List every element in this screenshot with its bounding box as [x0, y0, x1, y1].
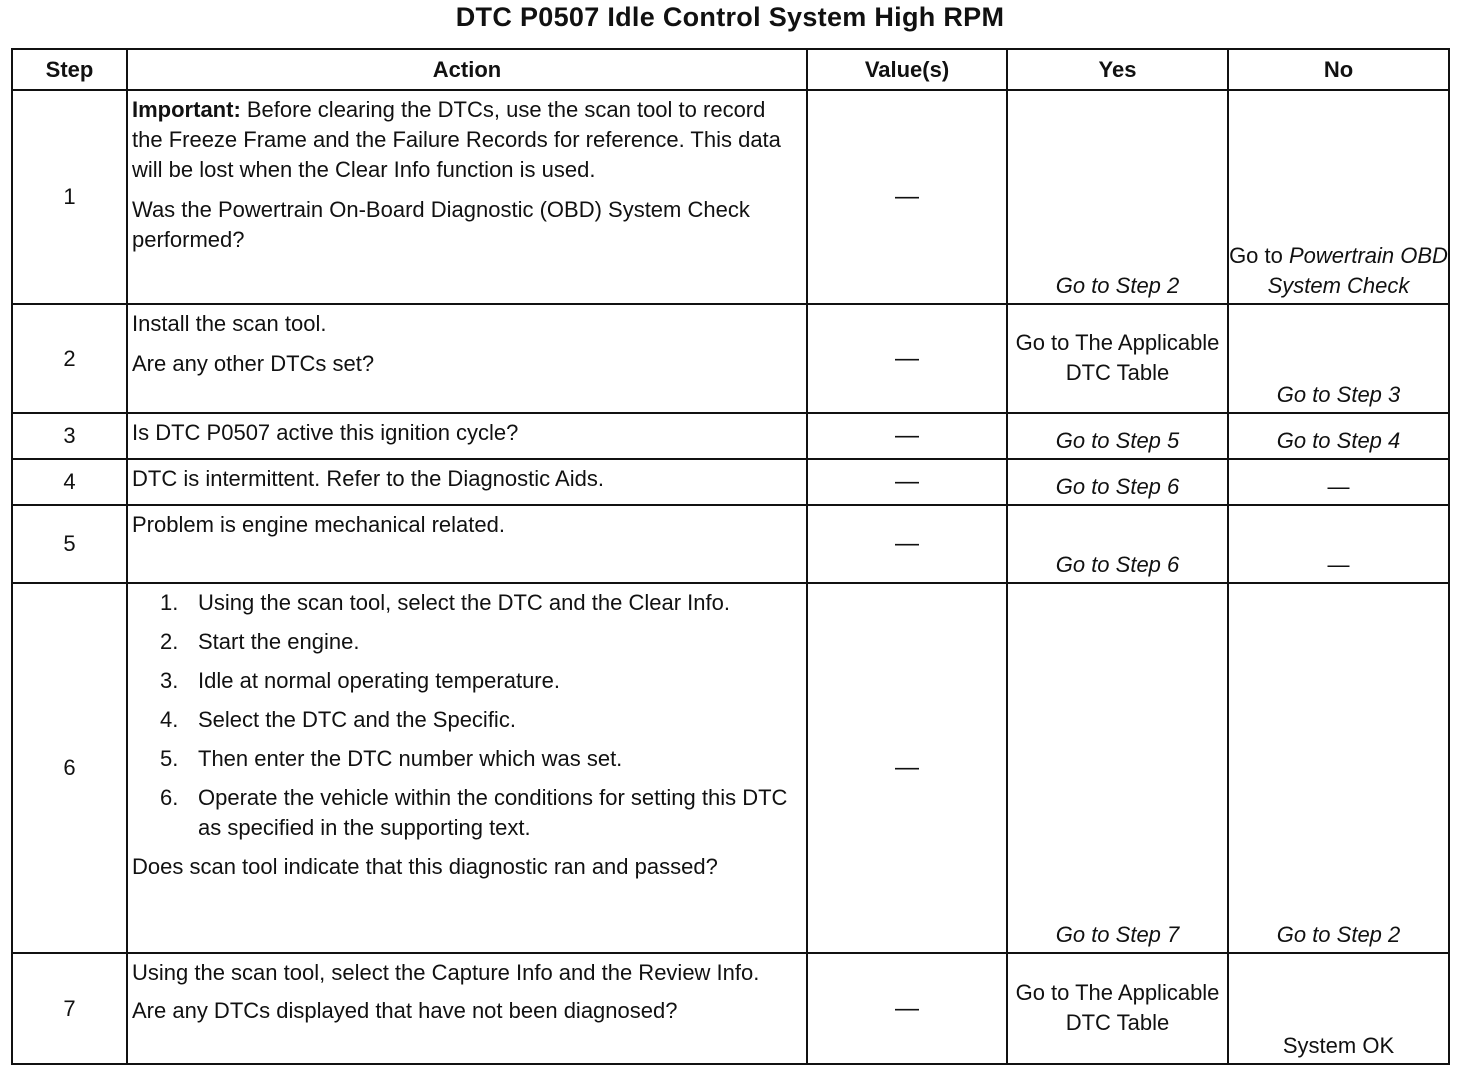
no-cell: System OK	[1228, 953, 1449, 1064]
substep-number: 6.	[160, 785, 179, 810]
step-number: 4	[12, 459, 127, 505]
value-cell: —	[807, 304, 1007, 413]
substep-text: Idle at normal operating temperature.	[198, 668, 560, 693]
step-number: 3	[12, 413, 127, 459]
step-number: 2	[12, 304, 127, 413]
table-header-row	[12, 49, 1449, 90]
substep-text: Operate the vehicle within the conditions for setting this DTC as specified in the supporting text.	[198, 785, 788, 840]
important-text: Before clearing the DTCs, use the scan tool to record the Freeze Frame and the Failure Records for reference. This data will be lost when the Clear Info function is used.	[132, 97, 781, 182]
header-no: No	[1228, 49, 1449, 90]
substep-text: Select the DTC and the Specific.	[198, 707, 516, 732]
substep-text: Then enter the DTC number which was set.	[198, 746, 623, 771]
action-cell	[127, 953, 807, 1064]
table-row	[12, 583, 1449, 953]
header-values: Value(s)	[807, 49, 1007, 90]
substep-text: Using the scan tool, select the DTC and the Clear Info.	[198, 590, 730, 615]
step-number: 5	[12, 505, 127, 583]
substep-number: 2.	[160, 629, 179, 654]
page-title: DTC P0507 Idle Control System High RPM	[455, 2, 1005, 32]
action-text: DTC is intermittent. Refer to the Diagnostic Aids.	[127, 459, 807, 505]
substep-number: 5.	[160, 746, 179, 771]
substep-number: 1.	[160, 590, 179, 615]
diagnostic-table	[11, 48, 1450, 1065]
action-cell	[127, 90, 807, 304]
yes-cell: Go to Step 6	[1007, 505, 1228, 583]
action-text: Problem is engine mechanical related.	[127, 505, 807, 583]
list-item	[160, 588, 800, 618]
table-row	[12, 459, 1449, 505]
no-cell: Go to Step 3	[1228, 304, 1449, 413]
substep-list	[132, 588, 800, 843]
value-cell: —	[807, 90, 1007, 304]
header-step: Step	[12, 49, 127, 90]
header-action: Action	[127, 49, 807, 90]
important-label: Important:	[132, 97, 241, 122]
yes-cell: Go to Step 5	[1007, 413, 1228, 459]
substep-text: Start the engine.	[198, 629, 360, 654]
value-cell: —	[807, 953, 1007, 1064]
table-row	[12, 953, 1449, 1064]
no-cell: —	[1228, 505, 1449, 583]
yes-cell: Go to Step 6	[1007, 459, 1228, 505]
yes-cell: Go to Step 2	[1007, 90, 1228, 304]
no-cell: Go to Step 2	[1228, 583, 1449, 953]
header-yes: Yes	[1007, 49, 1228, 90]
substep-number: 3.	[160, 668, 179, 693]
value-cell: —	[807, 505, 1007, 583]
value-cell: —	[807, 459, 1007, 505]
table-row	[12, 90, 1449, 304]
yes-cell: Go to The Applicable DTC Table	[1007, 953, 1228, 1064]
action-question: Does scan tool indicate that this diagnostic ran and passed?	[132, 854, 718, 879]
action-question: Was the Powertrain On-Board Diagnostic (OBD) System Check performed?	[132, 197, 750, 252]
no-cell	[1228, 90, 1449, 304]
action-cell	[127, 583, 807, 953]
yes-cell: Go to The Applicable DTC Table	[1007, 304, 1228, 413]
action-text: Using the scan tool, select the Capture Info and the Review Info.	[132, 960, 760, 985]
action-text: Install the scan tool.	[132, 311, 327, 336]
value-cell: —	[807, 413, 1007, 459]
value-cell: —	[807, 583, 1007, 953]
step-number: 7	[12, 953, 127, 1064]
table-row	[12, 304, 1449, 413]
action-question: Are any DTCs displayed that have not been diagnosed?	[132, 998, 678, 1023]
table-row	[12, 413, 1449, 459]
list-item	[160, 744, 800, 774]
list-item	[160, 783, 800, 843]
action-text: Is DTC P0507 active this ignition cycle?	[127, 413, 807, 459]
no-cell: Go to Step 4	[1228, 413, 1449, 459]
step-number: 1	[12, 90, 127, 304]
action-cell	[127, 304, 807, 413]
no-link: Powertrain OBD System Check	[1267, 243, 1448, 298]
list-item	[160, 705, 800, 735]
no-cell: —	[1228, 459, 1449, 505]
step-number: 6	[12, 583, 127, 953]
list-item	[160, 666, 800, 696]
substep-number: 4.	[160, 707, 179, 732]
action-question: Are any other DTCs set?	[132, 351, 375, 376]
table-row	[12, 505, 1449, 583]
no-prefix: Go to	[1229, 243, 1289, 268]
yes-cell: Go to Step 7	[1007, 583, 1228, 953]
list-item	[160, 627, 800, 657]
important-note	[132, 95, 800, 185]
